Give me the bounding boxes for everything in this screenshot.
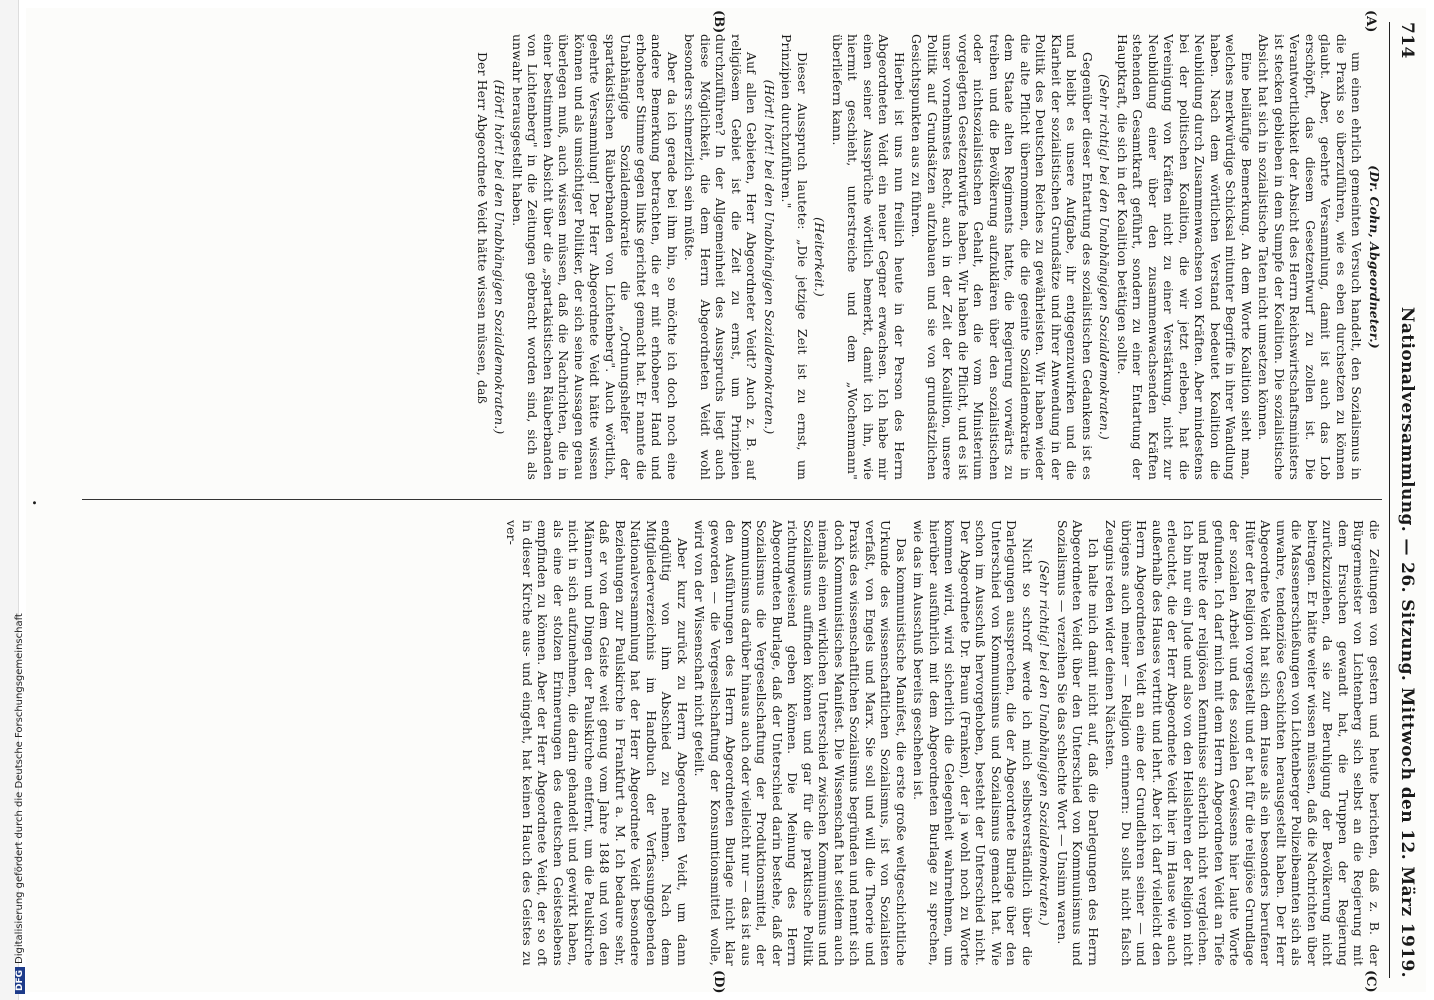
paragraph: Nicht so schroff werde ich mich selbstverständlich über die Darlegungen aussprechen, die der Abgeordnete Burlage über den Unterschied von Kommunismus und Sozialismus gemacht hat. Wie schon im Ausschuß hervorgehoben, besteht der Unterschied nicht. Der Abgeordnete Dr. Braun (Franken), der ja wohl noch zu Worte kommen wird, wird sicherlich die Gelegenheit wahrnehmen, um hierüber ausführlich mit dem Abgeordneten Burlage zu sprechen, wie das im Ausschuß bereits geschehen ist. [911, 520, 1035, 966]
remark: (Hört! hört! bei den Unabhängigen Sozialdemokraten.) [762, 79, 777, 435]
page-number: 714 [1397, 22, 1417, 59]
paragraph: Das kommunistische Manifest, die erste große weltgeschichtliche Urkunde des wissenschaftlichen Sozialismus, ist von Sozialisten verfaßt, von Engels und Marx. Sie soll und will die Theorie und Praxis des wissenschaftlichen Sozialismus begründen und nennt sich doch Kommunistisches Manifest. Die Wissenschaft hat seitdem auch niemals einen wirklichen Unterschied zwischen Kommunismus und Sozialismus auffinden können und gar für die praktische Politik richtungweisend geben können. Die Meinung des Herrn Abgeordneten Burlage, daß der Unterschied darin bestehe, daß der Sozialismus die Vergesellschaftung der Produktionsmittel, der Kommunismus darüber hinaus auch oder vielleicht nur — das ist aus den Ausführungen des Herrn Abgeordneten Burlage nicht klar geworden — die Vergesellschaftung der Konsumtionsmittel wolle, wird von der Wissenschaft nicht geteilt. [692, 520, 909, 966]
attribution-text [14, 613, 25, 994]
paragraph: Eine beiläufige Bemerkung. An dem Worte Koalition sieht man, welches merkwürdige Schicksal mitunter Begriffe in ihrer Wandlung haben. Nach dem wörtlichen Verstand bedeutet Koalition die Neubildung durch Zusammenwachsen von Kräften. Aber mindestens bei der politischen Koalition, die wir jetzt erleben, hat die Vereinigung von Kräften nicht zu einer Verstärkung, nicht zur Neubildung einer über den zusammenwachsenden Kräften stehenden Gesamtkraft geführt, sondern zu einer Entartung der Hauptkraft, die sich in der Koalition betätigen sollte. [1115, 34, 1254, 480]
paragraph: Der Herr Abgeordnete Veidt hätte wissen müssen, daß [475, 52, 490, 405]
dfg-logo: DFG [15, 967, 25, 994]
scanned-page [26, 8, 1426, 992]
margin-mark-a: (A) [1363, 10, 1378, 33]
paragraph: Aber da ich gerade bei ihm bin, so möchte ich doch noch eine andere Bemerkung betrachten, die er mit erhobener Hand und erhobener Stimme gegen links gerichtet gemacht hat. Er nannte die Unabhängige Sozialdemokratie die „Ordnungshelfer der spartakistischen Räuberbanden von Lichtenberg". Auch wörtlich, geehrte Versammlung! Der Herr Abgeordnete Veidt hätte wissen können und als umsichtiger Politiker, der sich seine Aussagen genau überlegen muß, auch wissen müssen, daß die Nachrichten, die in einer bestimmten Absicht über die „spartakistischen Räuberbanden von Lichtenberg" in die Zeitungen gebracht worden sind, sich als unwahr herausgestellt haben. [510, 34, 680, 480]
margin-mark-b: (B) [711, 10, 726, 34]
paragraph: Ich halte mich damit nicht auf, daß die Darlegungen des Herrn Abgeordneten Veidt über den Unterschied von Kommunismus und Sozialismus — verzeihen Sie das schlechte Wort — Unsinn waren. [1055, 520, 1101, 966]
paragraph: die Zeitungen von gestern und heute berichten, daß z. B. der Bürgermeister von Lichtenberg sich selbst an die Regierung mit dem Ersuchen gewandt hat, die Truppen der Regierung zurückzuziehen, da sie zur Beruhigung der Bevölkerung nicht beitragen. Er hätte weiter wissen müssen, daß die Nachrichten über die Massenerschießungen von Lichtenberger Polizeibeamten sich als unwahre, tendenziöse Geschichten herausgestellt haben. Der Herr Abgeordnete Veidt hat sich dem Hause als ein besonders berufener Hüter der Religion vorgestellt und er hat für die religiöse Grundlage der sozialen Arbeit und des sozialen Gewissens hier laute Worte gefunden. Ich darf mich mit dem Herrn Abgeordneten Veidt an Tiefe und Breite der religiösen Kenntnisse sicherlich nicht vergleichen. Ich bin nur ein Jude und also von den Heilslehren der Religion nicht erleuchtet, die der Herr Abgeordnete Veidt hier im Hause wie auch außerhalb des Hauses vertritt und lehrt. Aber ich darf vielleicht den Herrn Abgeordneten Veidt an eine der Grundlehren seiner — und übrigens auch meiner — Religion erinnern: Du sollst nicht falsch Zeugnis reden wider deinen Nächsten. [1103, 520, 1382, 966]
bottom-mark: . [29, 500, 48, 506]
page-title: Nationalversammlung. — 26. Sitzung. Mittwoch den 12. März 1919. [1397, 306, 1417, 978]
paragraph: Gegenüber dieser Entartung des sozialistischen Gedankens ist es und bleibt es unsere Aufgabe, ihr entgegenzuwirken und die Klarheit der sozialistischen Grundsätze und ihrer Anwendung in der Politik des Deutschen Reiches zu gewährleisten. Wir haben wieder die alte Pflicht übernommen, die die geeinte Sozialdemokratie in dem Staate alten Regiments hatte, die Regierung vorwärts zu treiben und die Bevölkerung aufzuklären über den sozialistischen oder nichtsozialistischen Gehalt, den die vom Ministerium vorgelegten Gesetzentwürfe haben. Wir haben die Pflicht, und es ist unser vornehmstes Recht, auch in der Zeit der Koalition, unsere Politik auf Grundsätzen aufzubauen und sie von grundsätzlichen Gesichtspunkten aus zu führen. [909, 34, 1095, 480]
remark: (Hört! hört! bei den Unabhängigen Sozialdemokraten.) [492, 79, 508, 435]
remark: (Sehr richtig! bei den Unabhängigen Sozialdemokraten.) [1037, 560, 1053, 926]
attribution-label: Digitalisierung gefördert durch die Deutsche Forschungsgemeinschaft [14, 613, 25, 964]
running-head [1394, 22, 1420, 978]
remark: (Sehr richtig! bei den Unabhängigen Sozialdemokraten.) [1097, 74, 1113, 440]
remark: (Heiterkeit.) [812, 217, 828, 297]
paragraph: Auf allen Gebieten, Herr Abgeordneter Veidt? Auch z. B. auf religiösem Gebiet ist die Zeit zu ernst, um Prinzipien durchzuführen? In der Allgemeinheit des Ausspruchs liegt auch diese Möglichkeit, die dem Herrn Abgeordneten Veidt wohl besonders schmerzlich sein müßte. [682, 34, 760, 480]
left-column [40, 34, 1382, 480]
page-content [26, 8, 1426, 992]
header-rule [1389, 22, 1390, 978]
speaker-label: (Dr. Cohn, Abgeordneter.) [1367, 165, 1382, 349]
margin-mark-d: (D) [711, 970, 726, 994]
margin-mark-c: (C) [1363, 970, 1378, 993]
column-divider [82, 499, 1382, 500]
paragraph: um einen ehrlich gemeinten Versuch handelt, den Sozialismus in die Praxis so überzuführen, wie es eben durchsetzen zu können glaubt. Aber, geehrte Versammlung, damit ist auch das Lob erschöpft, das diesem Gesetzentwurf zu zollen ist. Die Verantwortlichkeit der Absicht des Herrn Reichswirtschaftsministers ist stecken geblieben in dem Sumpfe der Koalition. Die sozialistische Absicht hat sich in sozialistische Taten nicht umsetzen können. [1256, 34, 1365, 480]
attribution-sidebar [0, 0, 25, 1000]
paragraph: Hierbei ist uns nun freilich heute in der Person des Herrn Abgeordneten Veidt ein neuer Gegner erwachsen. Ich habe mir einen seiner Aussprüche wörtlich bemerkt, damit ich ihn, wie hiermit geschieht, unterstreiche und dem „Wochenmann" überliefern kann. [830, 34, 907, 480]
paragraph: Dieser Ausspruch lautete: „Die jetzige Zeit ist zu ernst, um Prinzipien durchzuführen." [779, 34, 810, 480]
right-column [40, 520, 1382, 966]
paragraph: Aber kurz zurück zu Herrn Abgeordneten Veidt, um dann endgültig von ihm Abschied zu nehmen. Nach dem Mitgliederverzeichnis im Handbuch der Verfassunggebenden Nationalversammlung hat der Herr Abgeordnete Veidt besondere Beziehungen zur Paulskirche in Frankfurt a. M. Ich bedaure sehr, daß er von dem Geiste weit genug vom Jahre 1848 und von den Männern und Dingen der Paulskirche entfernt, um die Paulskirche nicht in sich aufzunehmen, die darin gehandelt und gewirkt haben, als eine der stolzen Erinnerungen des deutschen Geisteslebens empfinden zu können. Aber der Herr Abgeordnete Veidt, der so oft in dieser Kirche aus- und eingeht, hat keinen Hauch des Geistes zu ver- [504, 520, 690, 966]
